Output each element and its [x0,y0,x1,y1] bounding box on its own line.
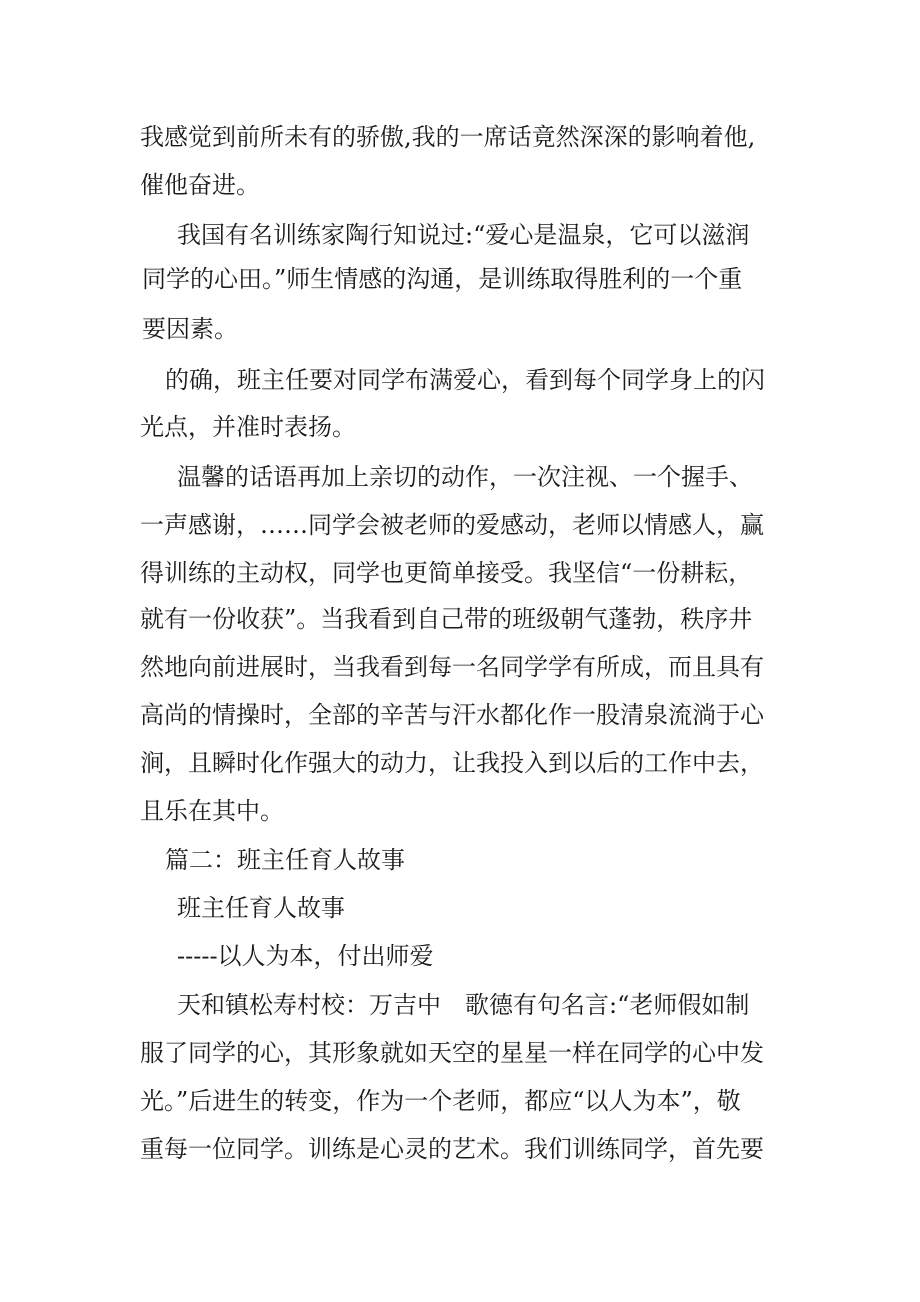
text-line-15: 且乐在其中。 [140,797,284,825]
text-line-7: 光点，并准时表扬。 [140,413,356,441]
text-line-9: 一声感谢，……同学会被老师的爱感动，老师以情感人，赢 [140,511,764,539]
text-line-12: 然地向前进展时，当我看到每一名同学学有所成，而且具有 [140,653,764,681]
text-line-8: 温馨的话语再加上亲切的动作，一次注视、一个握手、 [177,463,753,491]
story-subtitle: -----以人为本，付出师爱 [177,942,434,970]
text-line-4: 同学的心田。”师生情感的沟通，是训练取得胜利的一个重 [142,265,743,293]
text-line-13: 高尚的情操时，全部的辛苦与汗水都化作一股清泉流淌于心 [140,701,764,729]
text-line-5: 要因素。 [142,315,238,343]
text-line-2: 催他奋进。 [140,171,260,199]
story-title: 班主任育人故事 [177,894,345,922]
text-line-1: 我感觉到前所未有的骄傲,我的一席话竟然深深的影响着他, [140,123,756,151]
text-line-11: 就有一份收获”。当我看到自己带的班级朝气蓬勃，秩序井 [140,605,753,633]
text-line-14: 涧，且瞬时化作强大的动力，让我投入到以后的工作中去， [140,749,764,777]
text-line-19: 天和镇松寿村校：万吉中 歌德有句名言:“老师假如制 [177,991,750,1019]
text-line-6: 的确，班主任要对同学布满爱心，看到每个同学身上的闪 [165,366,765,394]
text-line-3: 我国有名训练家陶行知说过:“爱心是温泉，它可以滋润 [177,221,750,249]
text-line-22: 重每一位同学。训练是心灵的艺术。我们训练同学，首先要 [140,1135,764,1163]
text-line-20: 服了同学的心，其形象就如天空的星星一样在同学的心中发 [140,1039,764,1067]
section-heading: 篇二：班主任育人故事 [165,846,405,874]
text-line-21: 光。”后进生的转变，作为一个老师，都应“以人为本”，敬 [140,1087,741,1115]
text-line-10: 得训练的主动权，同学也更简单接受。我坚信“一份耕耘， [140,559,753,587]
